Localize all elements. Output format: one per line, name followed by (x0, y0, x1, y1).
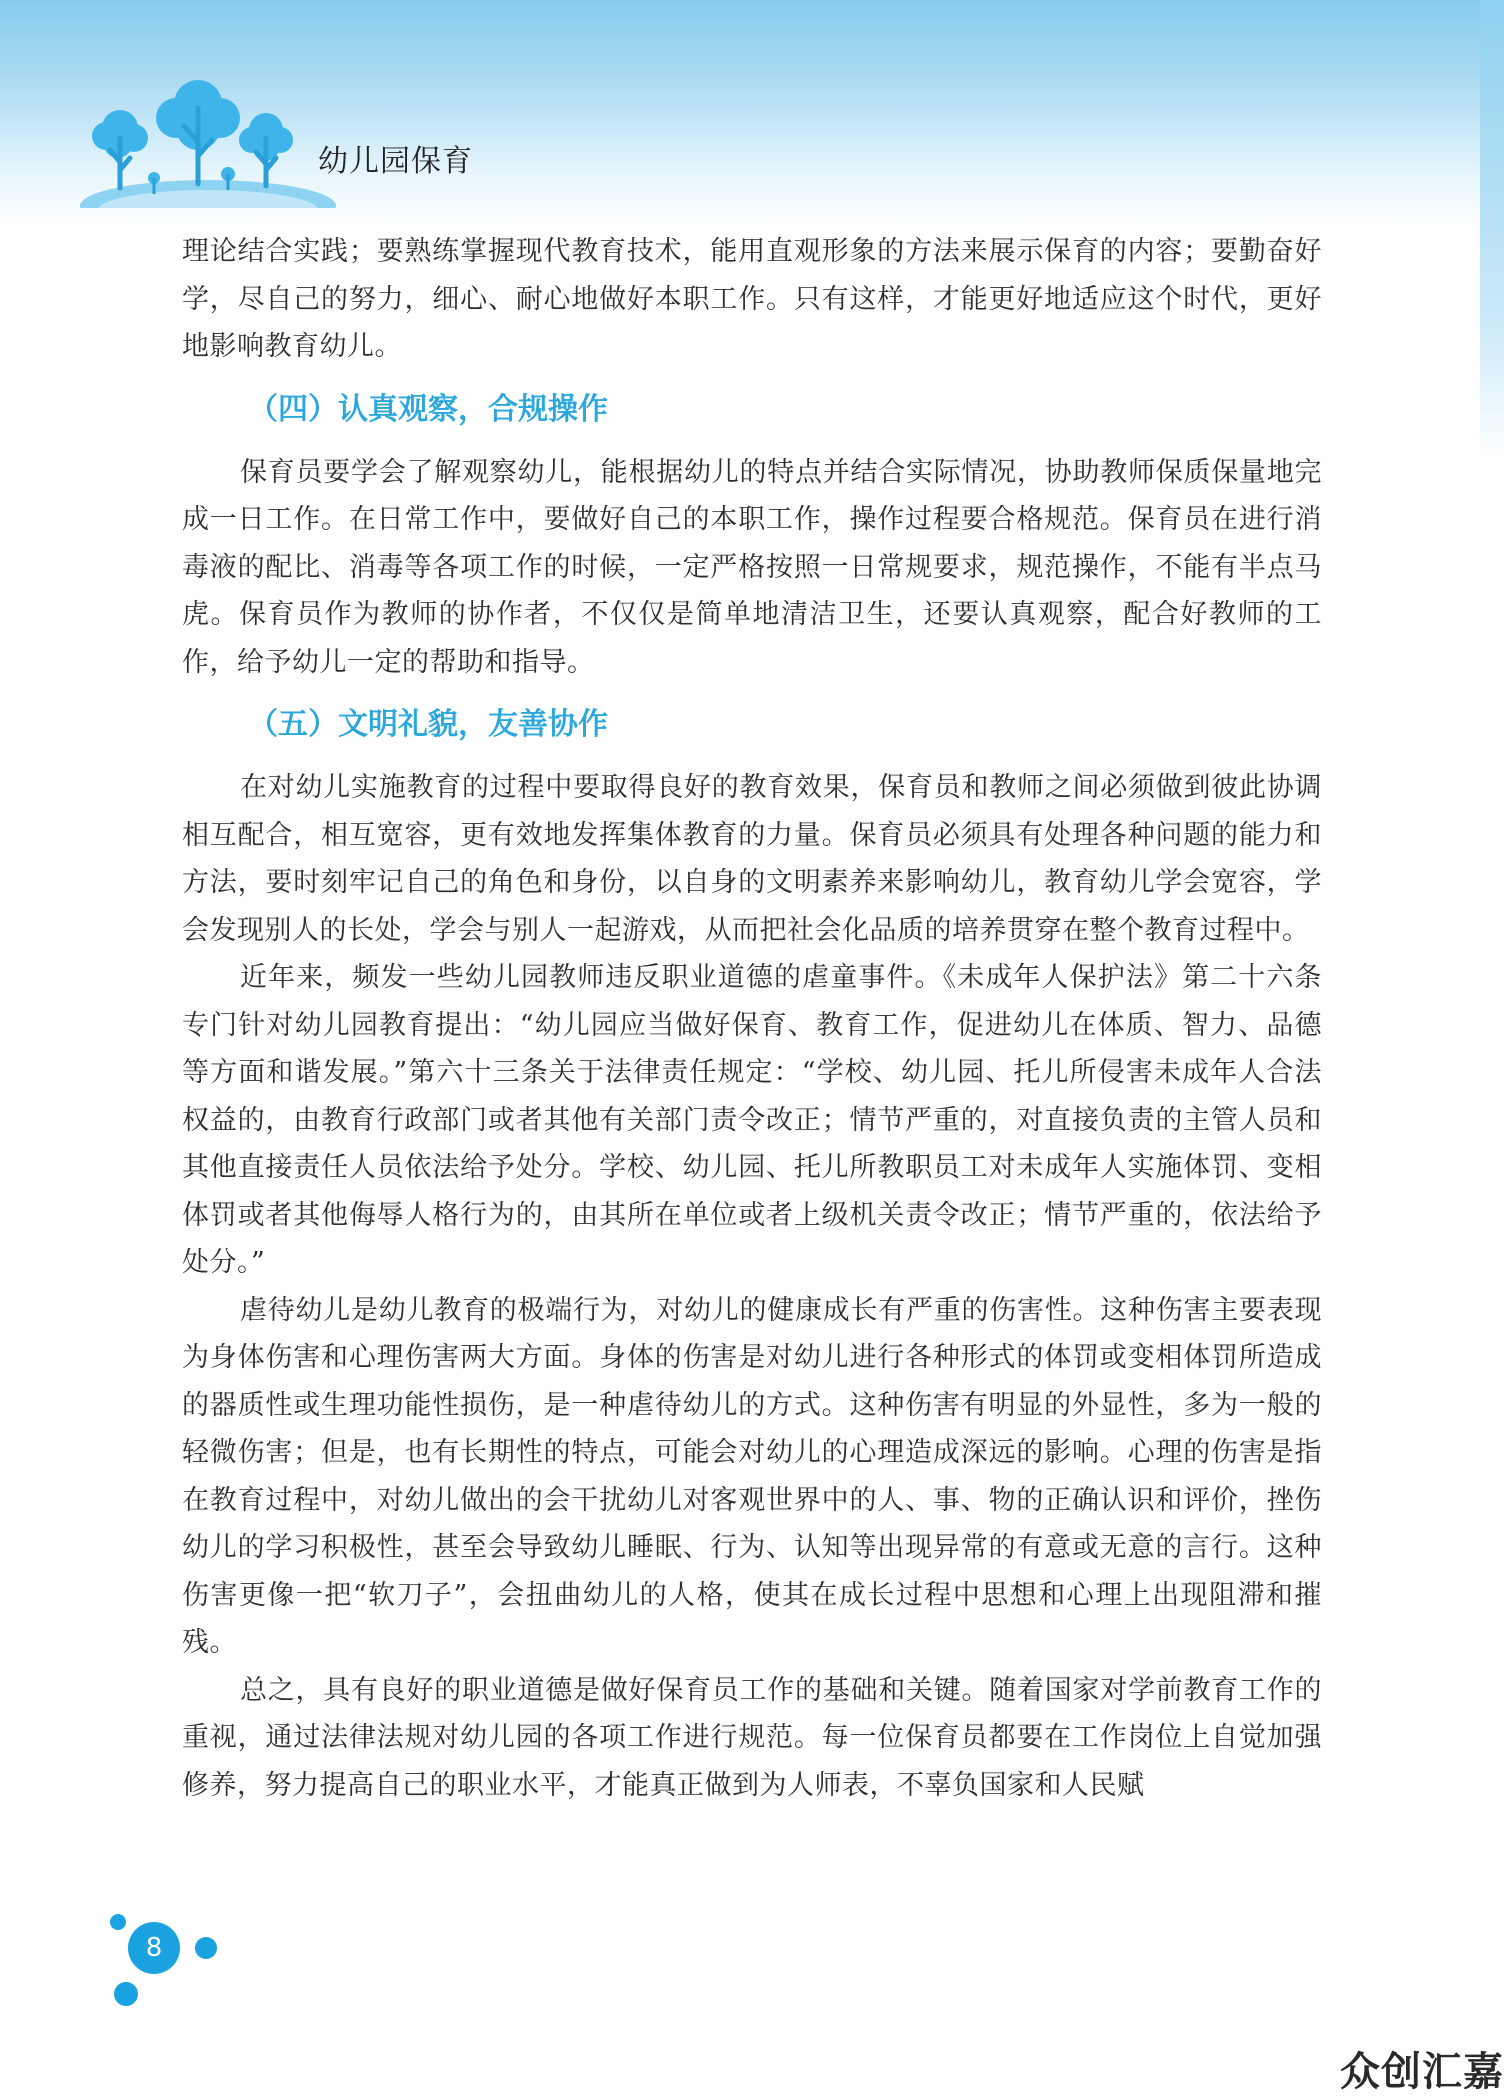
section-heading-5: （五）文明礼貌，友善协作 (248, 707, 608, 742)
paragraph: 近年来，频发一些幼儿园教师违反职业道德的虐童事件。《未成年人保护法》第二十六条专门针对幼儿园教育提出：“幼儿园应当做好保育、教育工作，促进幼儿在体质、智力、品德等方面和谐发展。”第六十三条关于法律责任规定：“学校、幼儿园、托儿所侵害未成年人合法权益的，由教育行政部门或者其他有关部门责令改正；情节严重的，对直接负责的主管人员和其他直接责任人员依法给予处分。学校、幼儿园、托儿所教职员工对未成年人实施体罚、变相体罚或者其他侮辱人格行为的，由其所在单位或者上级机关责令改正；情节严重的，依法给予处分。” (182, 962, 1322, 1278)
paragraph: 总之，具有良好的职业道德是做好保育员工作的基础和关键。随着国家对学前教育工作的重视，通过法律法规对幼儿园的各项工作进行规范。每一位保育员都要在工作岗位上自觉加强修养，努力提高自己的职业水平，才能真正做到为人师表，不辜负国家和人民赋 (182, 1674, 1322, 1801)
watermark: 众创汇嘉 (1340, 2049, 1504, 2095)
page-body (182, 228, 1322, 1809)
paragraph-continued: 理论结合实践；要熟练掌握现代教育技术，能用直观形象的方法来展示保育的内容；要勤奋好学，尽自己的努力，细心、耐心地做好本职工作。只有这样，才能更好地适应这个时代，更好地影响教育幼儿。 (182, 236, 1322, 362)
header-edge-strip (1480, 0, 1504, 460)
section-heading-4: （四）认真观察，合规操作 (248, 391, 608, 427)
paragraph: 虐待幼儿是幼儿教育的极端行为，对幼儿的健康成长有严重的伤害性。这种伤害主要表现为身体伤害和心理伤害两大方面。身体的伤害是对幼儿进行各种形式的体罚或变相体罚所造成的器质性或生理功能性损伤，是一种虐待幼儿的方式。这种伤害有明显的外显性，多为一般的轻微伤害；但是，也有长期性的特点，可能会对幼儿的心理造成深远的影响。心理的伤害是指在教育过程中，对幼儿做出的会干扰幼儿对客观世界中的人、事、物的正确认识和评价，挫伤幼儿的学习积极性，甚至会导致幼儿睡眠、行为、认知等出现异常的有意或无意的言行。这种伤害更像一把“软刀子”，会扭曲幼儿的人格，使其在成长过程中思想和心理上出现阻滞和摧残。 (182, 1294, 1322, 1658)
paragraph: 保育员要学会了解观察幼儿，能根据幼儿的特点并结合实际情况，协助教师保质保量地完成一日工作。在日常工作中，要做好自己的本职工作，操作过程要合格规范。保育员在进行消毒液的配比、消毒等各项工作的时候，一定严格按照一日常规要求，规范操作，不能有半点马虎。保育员作为教师的协作者，不仅仅是简单地清洁卫生，还要认真观察，配合好教师的工作，给予幼儿一定的帮助和指导。 (182, 456, 1322, 678)
paragraph: 在对幼儿实施教育的过程中要取得良好的教育效果，保育员和教师之间必须做到彼此协调相互配合，相互宽容，更有效地发挥集体教育的力量。保育员必须具有处理各种问题的能力和方法，要时刻牢记自己的角色和身份，以自身的文明素养来影响幼儿，教育幼儿学会宽容，学会发现别人的长处，学会与别人一起游戏，从而把社会化品质的培养贯穿在整个教育过程中。 (182, 772, 1322, 946)
book-title: 幼儿园保育 (318, 144, 473, 179)
trees-logo-icon (78, 78, 338, 208)
page-number: 8 (145, 1933, 163, 1963)
